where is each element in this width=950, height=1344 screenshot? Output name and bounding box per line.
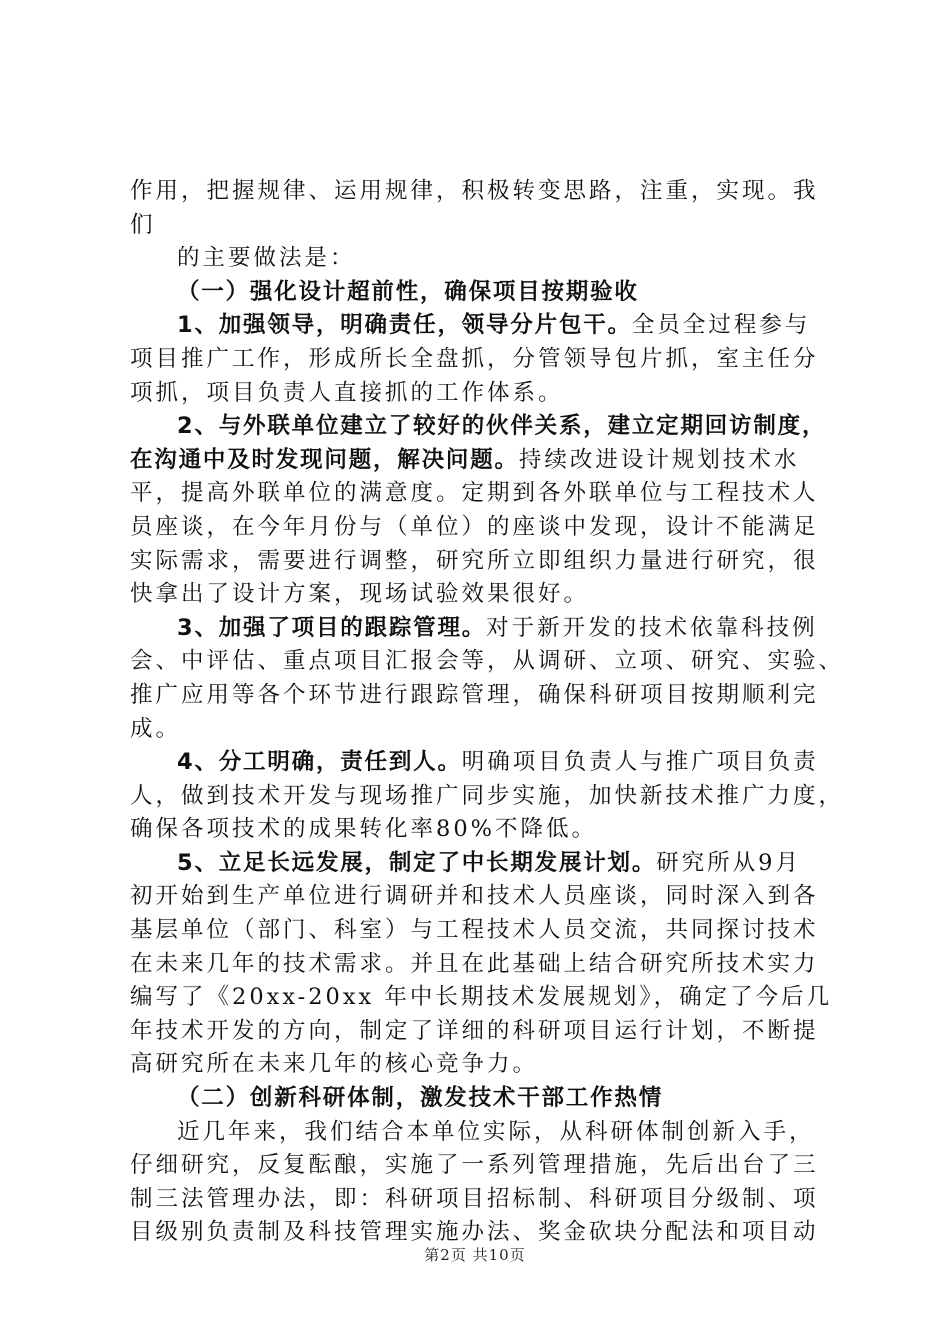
body-text: 项目推广工作，形成所长全盘抓，分管领导包片抓，室主任分 bbox=[130, 345, 819, 372]
text-line bbox=[130, 880, 830, 914]
text-line bbox=[130, 477, 830, 511]
body-text: 实际需求，需要进行调整，研究所立即组织力量进行研究，很 bbox=[130, 547, 819, 574]
text-line bbox=[130, 813, 830, 847]
text-line bbox=[130, 780, 845, 814]
body-text: 基层单位（部门、科室）与工程技术人员交流，共同探讨技术 bbox=[130, 917, 819, 944]
body-text: 快拿出了设计方案，现场试验效果很好。 bbox=[130, 581, 590, 608]
body-text: 成。 bbox=[130, 715, 182, 742]
body-text: 目级别负责制及科技管理实施办法、奖金砍块分配法和项目动 bbox=[130, 1219, 819, 1246]
body-text: 作用，把握规律、运用规律，积极转变思路，注重，实现。我 bbox=[130, 178, 819, 204]
page-footer: 第2页 共10页 bbox=[424, 1246, 526, 1264]
bold-heading: 在沟通中及时发现问题，解决问题。 bbox=[130, 446, 519, 473]
body-text: 人，做到技术开发与现场推广同步实施，加快新技术推广力度， bbox=[130, 782, 845, 809]
bold-heading: （一）强化设计超前性，确保项目按期验收 bbox=[177, 278, 639, 305]
body-text: 制三法管理办法，即：科研项目招标制、科研项目分级制、项 bbox=[130, 1185, 819, 1212]
body-text: 平，提高外联单位的满意度。定期到各外联单位与工程技术人 bbox=[130, 480, 819, 507]
body-text: 会、中评估、重点项目汇报会等，从调研、立项、研究、实验、 bbox=[130, 648, 845, 675]
body-text: 明确项目负责人与推广项目负责 bbox=[461, 749, 819, 776]
body-text: 确保各项技术的成果转化率80%不降低。 bbox=[130, 816, 598, 843]
body-text: 研究所从9月 bbox=[656, 849, 801, 876]
bold-heading: 2、与外联单位建立了较好的伙伴关系，建立定期回访制度， bbox=[177, 413, 827, 440]
body-text: 仔细研究，反复酝酿，实施了一系列管理措施，先后出台了三 bbox=[130, 1152, 819, 1179]
text-line bbox=[130, 1048, 830, 1082]
body-text: 高研究所在未来几年的核心竞争力。 bbox=[130, 1051, 539, 1078]
text-line bbox=[130, 914, 830, 948]
text-line bbox=[130, 1082, 830, 1116]
body-text: 初开始到生产单位进行调研并和技术人员座谈，同时深入到各 bbox=[130, 883, 819, 910]
body-text: 员座谈，在今年月份与（单位）的座谈中发现，设计不能满足 bbox=[130, 513, 819, 540]
text-line bbox=[130, 645, 845, 679]
text-line bbox=[130, 1149, 830, 1183]
text-line bbox=[130, 981, 833, 1015]
text-line bbox=[130, 276, 830, 310]
document-body bbox=[130, 175, 845, 1250]
body-text: 在未来几年的技术需求。并且在此基础上结合研究所技术实力 bbox=[130, 950, 819, 977]
bold-heading: （二）创新科研体制，激发技术干部工作热情 bbox=[177, 1085, 664, 1112]
text-line bbox=[130, 713, 830, 747]
body-text: 推广应用等各个环节进行跟踪管理，确保科研项目按期顺利完 bbox=[130, 681, 819, 708]
bold-heading: 1、加强领导，明确责任，领导分片包干。 bbox=[177, 312, 632, 339]
body-text: 年技术开发的方向，制定了详细的科研项目运行计划，不断提 bbox=[130, 1017, 819, 1044]
text-line bbox=[130, 242, 830, 276]
body-text: 近几年来，我们结合本单位实际，从科研体制创新入手， bbox=[177, 1118, 815, 1145]
text-line bbox=[130, 948, 830, 982]
text-line bbox=[130, 209, 830, 243]
body-text: 项抓，项目负责人直接抓的工作体系。 bbox=[130, 379, 564, 406]
body-text: 的主要做法是： bbox=[177, 245, 356, 272]
body-text: 们 bbox=[130, 211, 156, 238]
text-line bbox=[130, 746, 830, 780]
body-text: 对于新开发的技术依靠科技例 bbox=[486, 614, 818, 641]
bold-heading: 4、分工明确，责任到人。 bbox=[177, 749, 462, 776]
text-line bbox=[130, 545, 830, 579]
text-line bbox=[130, 847, 830, 881]
bold-heading: 5、立足长远发展，制定了中长期发展计划。 bbox=[177, 849, 657, 876]
text-line bbox=[130, 175, 830, 209]
text-line bbox=[130, 1183, 830, 1217]
body-text: 编写了《20xx-20xx 年中长期技术发展规划》，确定了今后几 bbox=[130, 984, 833, 1011]
text-line bbox=[130, 410, 830, 444]
text-line bbox=[130, 612, 830, 646]
text-line bbox=[130, 1116, 830, 1150]
body-text: 持续改进设计规划技术水 bbox=[518, 446, 800, 473]
text-line bbox=[130, 511, 830, 545]
text-line bbox=[130, 377, 830, 411]
text-line bbox=[130, 343, 830, 377]
text-line bbox=[130, 309, 830, 343]
text-line bbox=[130, 444, 830, 478]
text-line bbox=[130, 578, 830, 612]
bold-heading: 3、加强了项目的跟踪管理。 bbox=[177, 614, 487, 641]
text-line bbox=[130, 679, 830, 713]
body-text: 全员全过程参与 bbox=[631, 312, 811, 339]
text-line bbox=[130, 1015, 830, 1049]
